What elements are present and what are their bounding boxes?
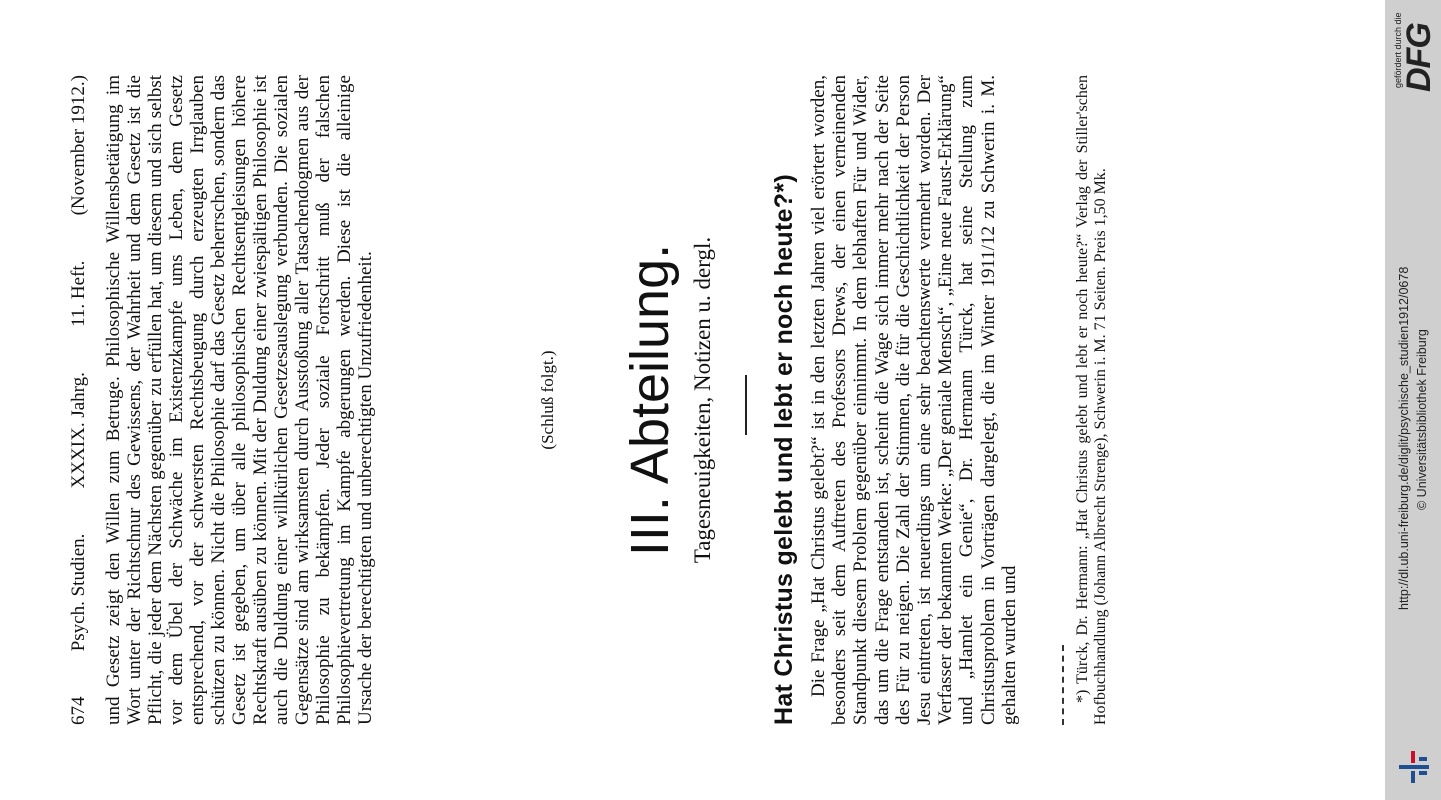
continuation-paragraph <box>103 75 376 725</box>
issue-date: (November 1912.) <box>68 75 89 216</box>
volume-label: XXXIX. Jahrg. <box>68 372 89 489</box>
page-number: 674 <box>68 696 89 725</box>
continuation-text: und Gesetz zeigt den Willen zum Betruge. Philosophische Willensbetätigung im Wort unter der Richtschnur des Gewissens, der Wahrheit und dem Gesetz ist die Pflicht, die jeder dem Nächsten gegenüber zu erfüllen hat, um diesem und sich selbst vor dem Übel der Schwäche im Existenzkampfe ums Leben, dem Gesetz entsprechend, vor der schwersten Rechtsbeugung durch erzeugten Irrglauben schützen zu können. Nicht die Philosophie darf das Gesetz beherrschen, sondern das Gesetz ist gegeben, um über alle philosophischen Rechtsentgleisungen höhere Rechtskraft ausüben zu können. Mit der Duldung einer zwiespältigen Philosophie ist auch die Duldung einer willkürlichen Gesetzesauslegung verbunden. Die sozialen Gegensätze sind am wirksamsten durch Ausstoßung aller Tatsachendogmen aus der Philosophie zu bekämpfen. Jeder soziale Fortschritt muß der falschen Philosophievertretung im Kampfe abgerungen werden. Diese ist die alleinige Ursache der berechtigten und unberechtigten Unzufriedenheit. <box>103 75 376 725</box>
permalink-url[interactable]: http://dl.ub.uni-freiburg.de/diglit/psychische_studien1912/0678 <box>1397 266 1411 610</box>
running-head <box>68 75 90 725</box>
funded-by-label: gefördert durch die <box>1393 12 1403 88</box>
to-be-continued-note: (Schluß folgt.) <box>538 350 557 450</box>
article-body <box>808 75 1020 725</box>
article-title: Hat Christus gelebt und lebt er noch heute?*) <box>770 173 798 725</box>
footnote <box>1074 75 1110 725</box>
section-subtitle: Tagesneuigkeiten, Notizen u. dergl. <box>690 236 715 564</box>
section-title: III. Abteilung. <box>620 243 680 557</box>
dfg-logo: DFG <box>1400 23 1438 92</box>
journal-name: Psych. Studien. <box>68 533 89 652</box>
library-sidebar <box>1385 0 1441 800</box>
copyright-notice: © Universitätsbibliothek Freiburg <box>1415 329 1429 510</box>
footnote-rule <box>1062 645 1064 725</box>
issue-label: 11. Heft. <box>68 260 89 327</box>
sidebar-content-rotated <box>1385 0 1441 800</box>
section-divider <box>745 375 747 435</box>
ub-freiburg-logo-icon <box>1397 749 1431 785</box>
article-text: Die Frage „Hat Christus gelebt?“ ist in den letzten Jahren viel erörtert worden, besonders seit dem Auftreten des Professors Drews, der einen verneinenden Standpunkt diesem Problem gegenüber einnimmt. In dem lebhaften Für und Wider, das um die Frage entstanden ist, scheint die Wage sich immer mehr nach der Seite des Für zu neigen. Die Zahl der Stimmen, die für die Geschichtlichkeit der Person Jesu eintreten, ist neuerdings um eine sehr beachtenswerte vermehrt worden. Der Verfasser der bekannten Werke: „Der geniale Mensch“, „Eine neue Faust-Erklärung“ und „Hamlet ein Genie“, Dr. Hermann Türck, hat seine Stellung zum Christusproblem in Vorträgen dargelegt, die im Winter 1911/12 zu Schwerin i. M. gehalten wurden und <box>808 75 1020 725</box>
page-content-rotated <box>0 40 1385 800</box>
footnote-text: *) Türck, Dr. Hermann: „Hat Christus gelebt und lebt er noch heute?“ Verlag der Stiller'schen Hofbuchhandlung (Johann Albrecht Strenge), Schwerin i. M. 71 Seiten. Preis 1,50 Mk. <box>1074 75 1109 725</box>
